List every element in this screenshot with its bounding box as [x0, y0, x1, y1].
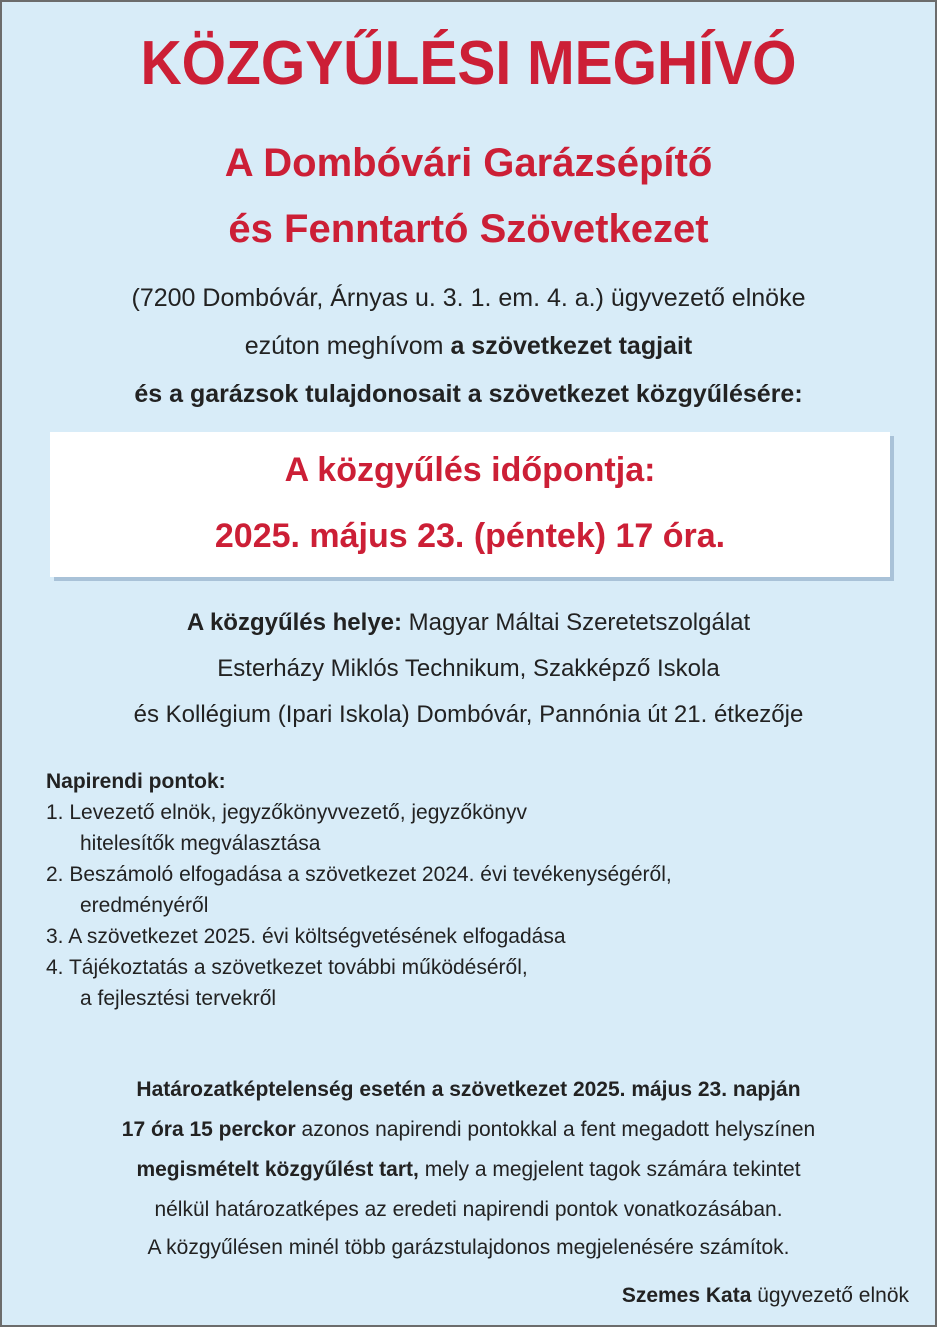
organization-name-line2: és Fenntartó Szövetkezet [228, 207, 709, 251]
meeting-time-label: A közgyűlés időpontja: [284, 451, 656, 489]
meeting-time-value: 2025. május 23. (péntek) 17 óra. [214, 517, 726, 555]
meeting-place-line3: és Kollégium (Ipari Iskola) Dombóvár, Pannónia út 21. étkezője [133, 701, 804, 728]
notice-line1-bold: Határozatképtelenség esetén a szövetkezet 2025. május 23. napján [136, 1078, 801, 1101]
closing-sentence: A közgyűlésen minél több garázstulajdonos megjelenésére számítok. [147, 1236, 790, 1259]
notice-line1 [2, 1070, 935, 1110]
organization-name-line1: A Dombóvári Garázsépítő [224, 141, 713, 185]
signature [622, 1276, 909, 1316]
intro-line2 [2, 322, 935, 370]
intro-line3 [2, 370, 935, 418]
agenda-item-1: 1. Levezető elnök, jegyzőkönyvvezető, jegyzőkönyv [46, 801, 527, 824]
notice-line2-plain: azonos napirendi pontokkal a fent megadott helyszínen [295, 1118, 816, 1141]
intro-line3-bold: és a garázsok tulajdonosait a szövetkezet közgyűlésére: [134, 380, 803, 408]
notice-line3-plain: mely a megjelent tagok számára tekintet [418, 1158, 801, 1181]
intro-paragraph [2, 274, 935, 418]
intro-line2-bold: a szövetkezet tagjait [450, 332, 693, 360]
agenda-heading: Napirendi pontok: [46, 770, 226, 793]
document-title: KÖZGYŰLÉSI MEGHÍVÓ [140, 29, 797, 98]
notice-line4: nélkül határozatképes az eredeti napirendi pontok vonatkozásában. [154, 1198, 783, 1221]
meeting-place-text1: Magyar Máltai Szeretetszolgálat [402, 609, 751, 636]
quorum-notice [2, 1070, 935, 1230]
organization-name [2, 130, 935, 262]
agenda-item-2-continuation: eredményéről [80, 894, 209, 917]
meeting-place-line2: Esterházy Miklós Technikum, Szakképző Iskola [217, 655, 720, 682]
agenda-item-4: 4. Tájékoztatás a szövetkezet további működéséről, [46, 956, 528, 979]
agenda-list [46, 766, 906, 1014]
agenda-item-3: 3. A szövetkezet 2025. évi költségvetésének elfogadása [46, 925, 566, 948]
intro-line2-plain: ezúton meghívom [244, 332, 451, 360]
notice-line3-bold: megismételt közgyűlést tart, [136, 1158, 419, 1181]
signature-role: ügyvezető elnök [751, 1284, 909, 1307]
notice-line3 [2, 1150, 935, 1190]
agenda-item-2: 2. Beszámoló elfogadása a szövetkezet 2024. évi tevékenységéről, [46, 863, 672, 886]
intro-address-line: (7200 Dombóvár, Árnyas u. 3. 1. em. 4. a.) ügyvezető elnöke [131, 284, 806, 312]
meeting-place [2, 600, 935, 738]
meeting-place-line1 [2, 600, 935, 646]
agenda-item-1-continuation: hitelesítők megválasztása [80, 832, 321, 855]
meeting-place-label: A közgyűlés helye: [186, 609, 403, 636]
agenda-item-4-continuation: a fejlesztési tervekről [80, 987, 277, 1010]
notice-line2 [2, 1110, 935, 1150]
notice-line2-bold: 17 óra 15 perckor [121, 1118, 296, 1141]
meeting-time-box [50, 432, 890, 577]
signature-name: Szemes Kata [621, 1284, 752, 1307]
